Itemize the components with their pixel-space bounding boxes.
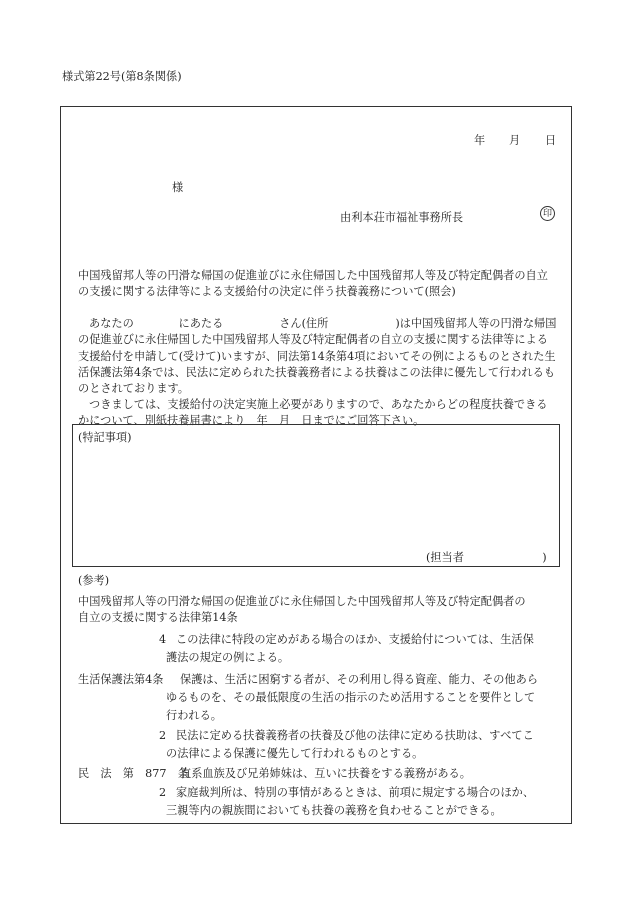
civil2-line-1: 家庭裁判所は、特別の事情があるときは、前項に規定する場合のほか、 bbox=[176, 786, 535, 799]
law-title-line-2: 自立の支援に関する法律第14条 bbox=[78, 611, 238, 624]
subject: 中国残留邦人等の円滑な帰国の促進並びに永住帰国した中国残留邦人等及び特定配偶者の自立の支援に関する法律等による支援給付の決定に伴う扶養義務について(照会) bbox=[78, 269, 548, 299]
civil-line-1: 直系血族及び兄弟姉妹は、互いに扶養をする義務がある。 bbox=[180, 767, 471, 780]
welfare-line-2: ゆるものを、その最低限度の生活の指示のため活用することを要件として bbox=[166, 691, 536, 704]
civil-clause-2-number: 2 bbox=[159, 786, 167, 799]
welfare-law-heading: 生活保護法第4条 bbox=[78, 673, 164, 686]
law14-clause-number: 4 bbox=[159, 633, 167, 646]
law14-line-2: 護法の規定の例による。 bbox=[166, 651, 290, 664]
special-notes-box[interactable] bbox=[72, 424, 560, 567]
seal-stamp: 印 bbox=[540, 206, 555, 221]
date-year: 年 bbox=[474, 134, 486, 147]
form-title: 様式第22号(第8条関係) bbox=[62, 70, 182, 83]
body-paragraph-1: あなたの にあたる さん(住所 )は中国残留邦人等の円滑な帰国の促進並びに永住帰国した中国残留邦人等及び特定配偶者の自立の支援に関する法律等による支援給付を申請して(受けて)いますが、同法第14条第4項においてその例によるものとされた生活保護法第4条では、民法に定められた扶養義務者による扶養はこの法律に優先して行われるものとされております。 bbox=[78, 317, 557, 396]
special-notes-label: (特記事項) bbox=[78, 431, 132, 444]
law-title-line-1: 中国残留邦人等の円滑な帰国の促進並びに永住帰国した中国残留邦人等及び特定配偶者の bbox=[78, 595, 526, 608]
body-paragraph-2: つきましては、支援給付の決定実施上必要がありますので、あなたからどの程度扶養できるかについて、別紙扶養届書により 年 月 日までにご回答下さい。 bbox=[78, 398, 548, 428]
welfare-clause-2-number: 2 bbox=[159, 729, 167, 742]
sender-name: 由利本荘市福祉事務所長 bbox=[340, 211, 464, 224]
welfare2-line-1: 民法に定める扶養義務者の扶養及び他の法律に定める扶助は、すべてこ bbox=[176, 729, 534, 742]
addressee-suffix: 様 bbox=[172, 181, 184, 194]
civil-law-heading: 民 法 第 877 条 bbox=[78, 767, 189, 780]
law14-line-1: この法律に特段の定めがある場合のほか、支援給付については、生活保 bbox=[176, 633, 534, 646]
civil2-line-2: 三親等内の親族間においても扶養の義務を負わせることができる。 bbox=[166, 804, 502, 817]
welfare-line-3: 行われる。 bbox=[166, 709, 222, 722]
reference-heading: (参考) bbox=[78, 574, 110, 587]
welfare2-line-2: の法律による保護に優先して行われるものとする。 bbox=[166, 747, 424, 760]
date-month: 月 bbox=[509, 134, 521, 147]
date-day: 日 bbox=[545, 134, 557, 147]
contact-person: (担当者 ) bbox=[426, 551, 547, 564]
welfare-line-1: 保護は、生活に困窮する者が、その利用し得る資産、能力、その他あら bbox=[180, 673, 539, 686]
